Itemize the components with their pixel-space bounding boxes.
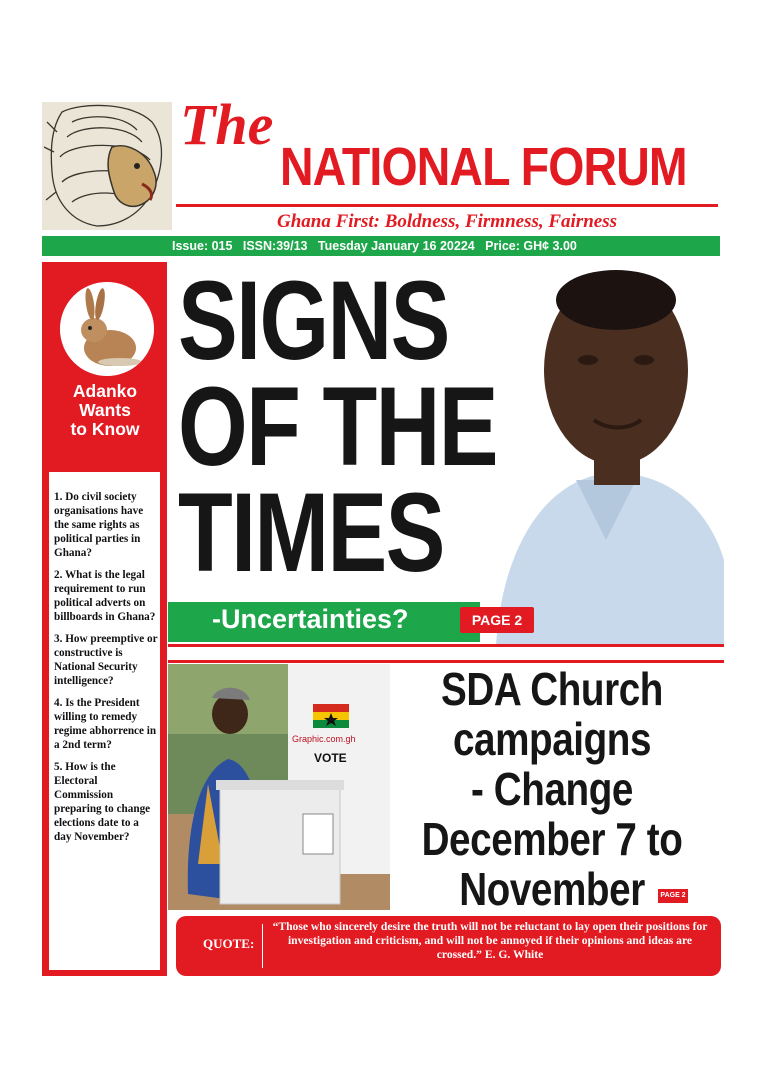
sidebar-question-list [54,490,158,852]
issue-info-bar [42,236,720,256]
quote-divider [262,924,263,968]
lead-page-reference: PAGE 2 [460,607,534,633]
lion-logo [42,102,172,230]
sidebar-title [46,382,164,439]
masthead-tagline: Ghana First: Boldness, Firmness, Fairness [277,211,617,232]
second-story-line: - Change [471,763,633,815]
lead-headline-line: SIGNS [178,258,449,383]
second-story-line: SDA Church [441,663,663,715]
section-divider [168,644,724,647]
question-item: 5. How is the Electoral Commission preparing to change elections date to a day November? [54,761,151,843]
sidebar-title-line: to Know [70,419,140,439]
second-story-line: December 7 to [421,813,683,865]
second-story-headline [418,664,687,914]
second-story-line: November [459,863,645,915]
question-item: 3. How preemptive or constructive is National Security intelligence? [54,633,158,687]
lead-headline [178,258,497,595]
lead-headline-line: TIMES [178,470,444,595]
sidebar-title-line: Wants [79,400,131,420]
voting-photo [168,664,390,910]
lead-subhead: -Uncertainties? [212,604,409,634]
photo-vote-label: VOTE [314,751,347,765]
question-item: 4. Is the President willing to remedy regime abhorrence in a 2nd term? [54,697,157,751]
second-story-page-reference: PAGE 2 [658,889,688,903]
lead-headline-line: OF THE [178,364,497,489]
issue-info-text: Issue: 015 ISSN:39/13 Tuesday January 16 20224 Price: GH¢ 3.00 [172,239,577,253]
quote-text: “Those who sincerely desire the truth will not be reluctant to lay open their positions for investigation and criticism, and will not be annoyed if their opinions and ideas are crossed.” E. G. White [272,920,708,961]
quote-label: QUOTE: [203,936,255,951]
second-story-line: campaigns [452,713,652,765]
masthead-title: NATIONAL FORUM [280,137,687,197]
sidebar-title-line: Adanko [72,381,138,401]
masthead-the: The [180,92,274,157]
masthead-divider [176,204,718,207]
rabbit-image [60,282,154,376]
question-item: 2. What is the legal requirement to run political adverts on billboards in Ghana? [54,569,156,623]
lead-portrait-photo [476,260,724,646]
question-item: 1. Do civil society organisations have the same rights as political parties in Ghana? [54,491,144,559]
photo-site-label: Graphic.com.gh [292,734,356,744]
